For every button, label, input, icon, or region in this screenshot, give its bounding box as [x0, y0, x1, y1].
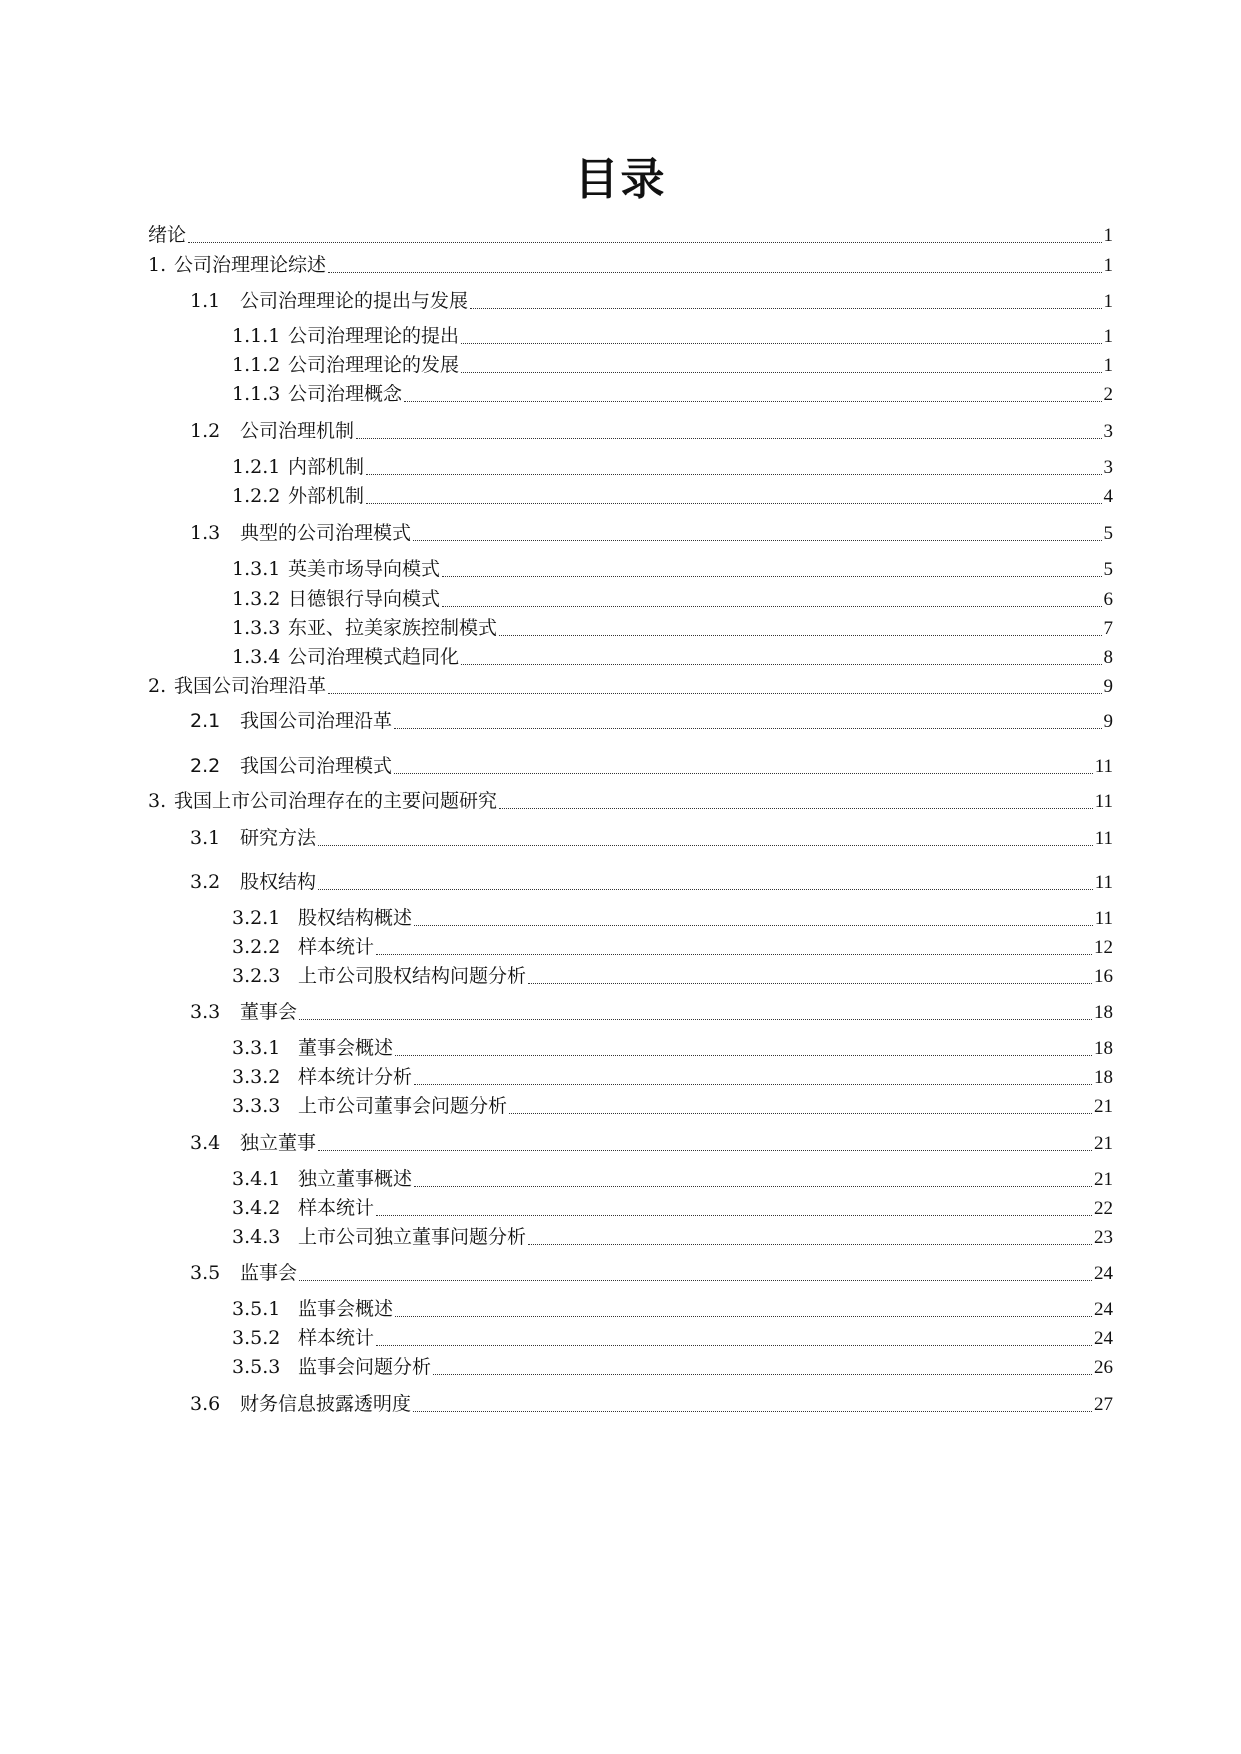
toc-entry-label: 股权结构: [240, 871, 317, 893]
toc-entry-number: 3.4.3: [232, 1226, 281, 1248]
toc-entry-number: 3.3.3: [232, 1095, 281, 1117]
toc-entry-label: 上市公司股权结构问题分析: [298, 965, 527, 987]
toc-entry-number: 3.2.3: [232, 965, 281, 987]
toc-entry-label: 外部机制: [288, 485, 365, 507]
toc-entry-label: 内部机制: [288, 456, 365, 478]
toc-entry-number: 1.: [148, 254, 167, 276]
toc-entry-number: 3.2.2: [232, 936, 281, 958]
toc-entry[interactable]: [232, 556, 1113, 583]
toc-entry-number: 1.2.2: [232, 485, 281, 507]
toc-entry-number: 3.3.2: [232, 1066, 281, 1088]
toc-page-number: 1: [1103, 291, 1113, 312]
toc-entry-label: 监事会: [240, 1262, 298, 1284]
toc-entry[interactable]: [148, 788, 1113, 815]
toc-page-number: 6: [1103, 589, 1113, 610]
toc-dot-leader: [413, 1411, 1092, 1412]
toc-dot-leader: [499, 635, 1101, 636]
toc-entry[interactable]: [232, 1325, 1113, 1352]
toc-dot-leader: [442, 606, 1101, 607]
toc-entry-number: 3.2.1: [232, 907, 281, 929]
toc-entry[interactable]: [232, 352, 1113, 379]
toc-dot-leader: [299, 1019, 1092, 1020]
toc-entry-label: 东亚、拉美家族控制模式: [288, 617, 498, 639]
toc-entry-label: 上市公司独立董事问题分析: [298, 1226, 527, 1248]
toc-entry-number: 2.1: [190, 710, 221, 732]
toc-entry[interactable]: [190, 418, 1113, 445]
toc-entry[interactable]: [232, 323, 1113, 350]
toc-page-number: 24: [1094, 1328, 1113, 1349]
toc-entry-number: 3.5.1: [232, 1298, 281, 1320]
toc-entry[interactable]: [232, 1166, 1113, 1193]
toc-page-number: 18: [1094, 1038, 1113, 1059]
toc-entry[interactable]: [190, 520, 1113, 547]
toc-page-number: 11: [1094, 908, 1113, 929]
toc-entry[interactable]: [148, 252, 1113, 279]
toc-entry-number: 3.1: [190, 827, 221, 849]
toc-page-number: 12: [1094, 937, 1113, 958]
toc-dot-leader: [461, 372, 1101, 373]
toc-entry-number: 1.3.1: [232, 558, 281, 580]
toc-entry-number: 3.4.1: [232, 1168, 281, 1190]
toc-entry-number: 3.5.3: [232, 1356, 281, 1378]
toc-entry[interactable]: [148, 222, 1113, 249]
toc-entry[interactable]: [232, 1354, 1113, 1381]
toc-entry[interactable]: [232, 1035, 1113, 1062]
toc-entry-label: 财务信息披露透明度: [240, 1393, 412, 1415]
toc-dot-leader: [366, 503, 1101, 504]
toc-entry-label: 董事会概述: [298, 1037, 394, 1059]
toc-entry[interactable]: [190, 288, 1113, 315]
toc-entry-label: 公司治理理论的提出: [288, 325, 460, 347]
toc-page-number: 9: [1103, 676, 1113, 697]
page-title: 目录: [574, 154, 667, 205]
toc-dot-leader: [318, 889, 1093, 890]
toc-entry-label: 股权结构概述: [298, 907, 413, 929]
toc-entry-label: 我国公司治理模式: [240, 755, 393, 777]
toc-dot-leader: [414, 1084, 1092, 1085]
toc-entry[interactable]: [190, 999, 1113, 1026]
toc-entry-number: 1.1: [190, 290, 221, 312]
toc-entry-label: 样本统计: [298, 1327, 375, 1349]
toc-entry-label: 我国公司治理沿革: [174, 675, 327, 697]
toc-page-number: 11: [1094, 791, 1113, 812]
toc-page-number: 11: [1094, 828, 1113, 849]
toc-page-number: 26: [1094, 1357, 1113, 1378]
toc-entry-label: 监事会概述: [298, 1298, 394, 1320]
toc-entry-label: 公司治理机制: [240, 420, 355, 442]
toc-dot-leader: [328, 693, 1101, 694]
toc-entry[interactable]: [232, 1195, 1113, 1222]
toc-entry[interactable]: [232, 963, 1113, 990]
toc-page-number: 5: [1103, 523, 1113, 544]
toc-dot-leader: [366, 474, 1101, 475]
toc-entry-label: 公司治理理论综述: [174, 254, 327, 276]
toc-entry-number: 1.1.2: [232, 354, 281, 376]
toc-dot-leader: [509, 1113, 1092, 1114]
toc-dot-leader: [395, 1316, 1092, 1317]
toc-entry-number: 1.2: [190, 420, 221, 442]
toc-entry-number: 1.3.2: [232, 588, 281, 610]
toc-entry-label: 样本统计: [298, 1197, 375, 1219]
toc-entry-label: 公司治理概念: [288, 383, 403, 405]
toc-page-number: 3: [1103, 457, 1113, 478]
toc-page-number: 21: [1094, 1133, 1113, 1154]
toc-page-number: 24: [1094, 1299, 1113, 1320]
toc-dot-leader: [394, 728, 1101, 729]
toc-dot-leader: [188, 242, 1101, 243]
toc-page-number: 11: [1094, 756, 1113, 777]
toc-entry-number: 3.3: [190, 1001, 221, 1023]
toc-page-number: 24: [1094, 1263, 1113, 1284]
toc-entry-number: 3.2: [190, 871, 221, 893]
toc-page-number: 1: [1103, 255, 1113, 276]
toc-entry[interactable]: [190, 825, 1113, 852]
toc-page-number: 21: [1094, 1169, 1113, 1190]
toc-entry[interactable]: [232, 644, 1113, 671]
toc-entry[interactable]: [232, 905, 1113, 932]
toc-page-number: 1: [1103, 326, 1113, 347]
toc-entry-label: 上市公司董事会问题分析: [298, 1095, 508, 1117]
toc-dot-leader: [395, 1055, 1092, 1056]
toc-dot-leader: [299, 1280, 1092, 1281]
toc-page-number: 7: [1103, 618, 1113, 639]
toc-page-number: 16: [1094, 966, 1113, 987]
toc-page-number: 3: [1103, 421, 1113, 442]
toc-dot-leader: [461, 664, 1101, 665]
toc-entry[interactable]: [232, 1224, 1113, 1251]
toc-entry[interactable]: [232, 1296, 1113, 1323]
toc-entry-number: 3.5.2: [232, 1327, 281, 1349]
toc-dot-leader: [318, 1150, 1092, 1151]
toc-entry[interactable]: [190, 1260, 1113, 1287]
toc-dot-leader: [470, 308, 1101, 309]
toc-entry-number: 1.2.1: [232, 456, 281, 478]
toc-entry-number: 1.3: [190, 522, 221, 544]
toc-entry-label: 研究方法: [240, 827, 317, 849]
toc-page-number: 27: [1094, 1394, 1113, 1415]
toc-entry-number: 3.: [148, 790, 167, 812]
toc-entry[interactable]: [232, 615, 1113, 642]
toc-entry-label: 英美市场导向模式: [288, 558, 441, 580]
toc-entry-number: 3.5: [190, 1262, 221, 1284]
toc-entry[interactable]: [232, 381, 1113, 408]
toc-page-number: 5: [1103, 559, 1113, 580]
toc-page-number: 23: [1094, 1227, 1113, 1248]
toc-dot-leader: [376, 1215, 1092, 1216]
toc-entry-label: 典型的公司治理模式: [240, 522, 412, 544]
toc-page-number: 18: [1094, 1067, 1113, 1088]
toc-entry-label: 公司治理理论的提出与发展: [240, 290, 469, 312]
toc-entry-number: 3.4.2: [232, 1197, 281, 1219]
toc-entry-label: 我国公司治理沿革: [240, 710, 393, 732]
toc-dot-leader: [499, 808, 1093, 809]
toc-dot-leader: [433, 1374, 1092, 1375]
toc-entry-label: 公司治理理论的发展: [288, 354, 460, 376]
toc-page-number: 18: [1094, 1002, 1113, 1023]
toc-entry-number: 2.2: [190, 755, 221, 777]
toc-entry-label: 独立董事: [240, 1132, 317, 1154]
toc-entry[interactable]: [190, 1130, 1113, 1157]
toc-page-number: 8: [1103, 647, 1113, 668]
toc-page-number: 1: [1103, 225, 1113, 246]
toc-dot-leader: [528, 983, 1092, 984]
toc-dot-leader: [356, 438, 1101, 439]
toc-entry-label: 样本统计: [298, 936, 375, 958]
toc-page-number: 2: [1103, 384, 1113, 405]
toc-entry-label: 董事会: [240, 1001, 298, 1023]
toc-dot-leader: [528, 1244, 1092, 1245]
toc-dot-leader: [328, 272, 1101, 273]
toc-dot-leader: [376, 1345, 1092, 1346]
toc-page-number: 11: [1094, 872, 1113, 893]
toc-entry[interactable]: [190, 1391, 1113, 1418]
toc-dot-leader: [413, 540, 1101, 541]
toc-entry-label: 独立董事概述: [298, 1168, 413, 1190]
toc-entry-label: 监事会问题分析: [298, 1356, 432, 1378]
toc-entry[interactable]: [190, 869, 1113, 896]
toc-dot-leader: [442, 576, 1101, 577]
toc-entry-number: 3.6: [190, 1393, 221, 1415]
toc-entry-label: 样本统计分析: [298, 1066, 413, 1088]
toc-page-number: 21: [1094, 1096, 1113, 1117]
toc-entry[interactable]: [190, 708, 1113, 735]
toc-page-number: 9: [1103, 711, 1113, 732]
toc-entry-label: 绪论: [148, 224, 187, 246]
toc-entry[interactable]: [232, 483, 1113, 510]
toc-entry-label: 公司治理模式趋同化: [288, 646, 460, 668]
toc-entry-number: 3.4: [190, 1132, 221, 1154]
toc-entry-label: 日德银行导向模式: [288, 588, 441, 610]
toc-entry[interactable]: [232, 1093, 1113, 1120]
toc-entry-number: 1.1.3: [232, 383, 281, 405]
toc-page-number: 22: [1094, 1198, 1113, 1219]
toc-dot-leader: [318, 845, 1093, 846]
toc-entry-label: 我国上市公司治理存在的主要问题研究: [174, 790, 498, 812]
toc-entry-number: 1.3.3: [232, 617, 281, 639]
toc-dot-leader: [394, 773, 1093, 774]
toc-entry[interactable]: [232, 586, 1113, 613]
toc-entry-number: 1.1.1: [232, 325, 281, 347]
toc-entry[interactable]: [232, 1064, 1113, 1091]
toc-dot-leader: [461, 343, 1101, 344]
toc-dot-leader: [376, 954, 1092, 955]
toc-dot-leader: [414, 1186, 1092, 1187]
toc-page-number: 1: [1103, 355, 1113, 376]
toc-entry[interactable]: [190, 753, 1113, 780]
toc-entry[interactable]: [232, 454, 1113, 481]
toc-entry-number: 3.3.1: [232, 1037, 281, 1059]
toc-entry-number: 2.: [148, 675, 167, 697]
toc-page-number: 4: [1103, 486, 1113, 507]
toc-entry[interactable]: [148, 673, 1113, 700]
toc-entry-number: 1.3.4: [232, 646, 281, 668]
toc-entry[interactable]: [232, 934, 1113, 961]
toc-dot-leader: [414, 925, 1093, 926]
toc-dot-leader: [404, 401, 1101, 402]
